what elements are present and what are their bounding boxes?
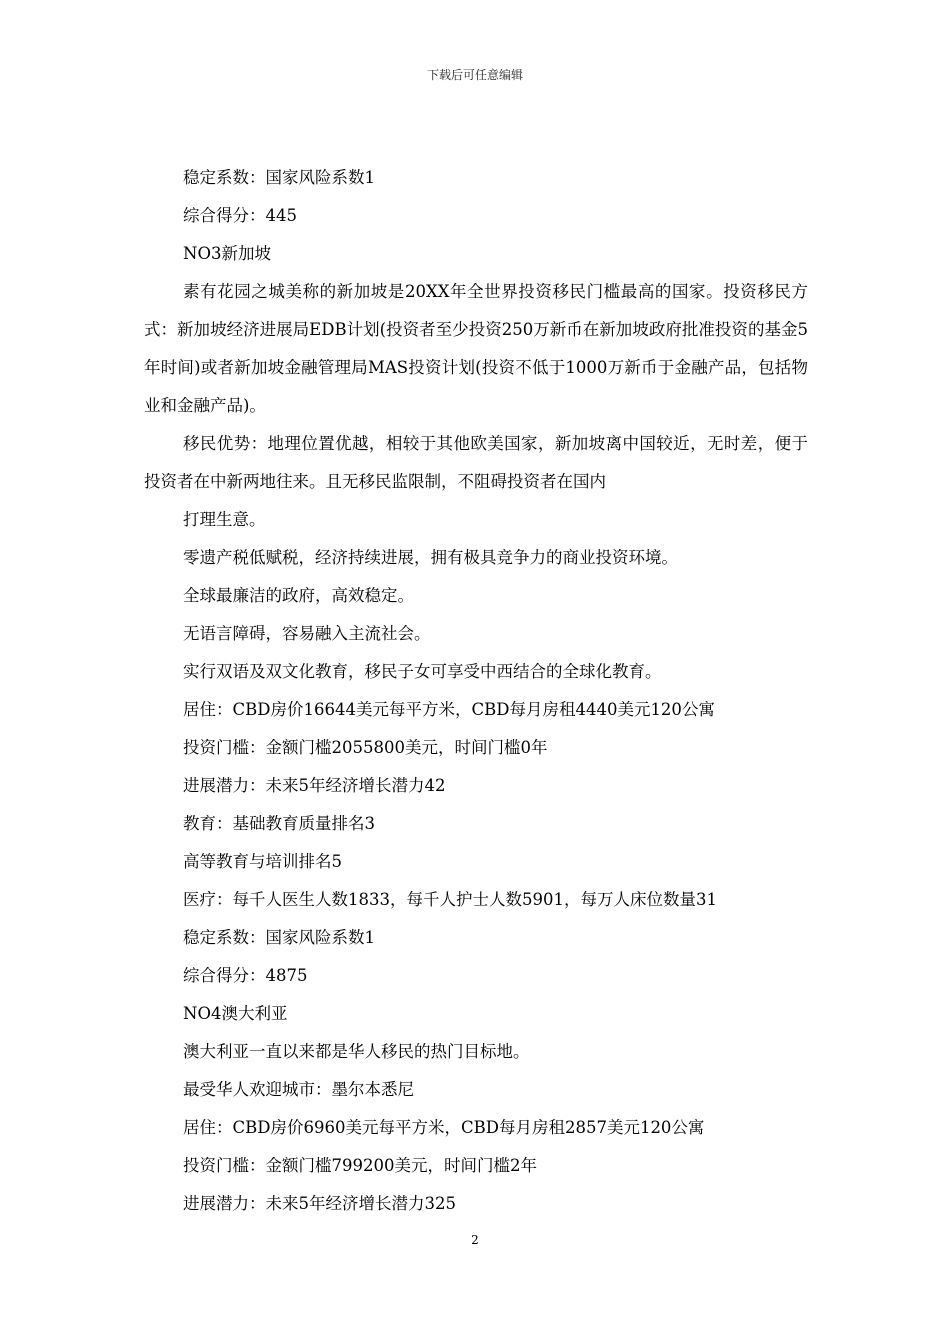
text-line: 全球最廉洁的政府，高效稳定。 [183,586,414,605]
text-line: 居住：CBD房价6960美元每平方米，CBD每月房租2857美元120公寓 [183,1118,705,1137]
page-header: 下载后可任意编辑 [426,68,523,82]
text-line: 综合得分：4875 [183,966,308,985]
text-line: 无语言障碍，容易融入主流社会。 [183,624,431,643]
text-line: 进展潜力：未来5年经济增长潜力325 [183,1194,456,1213]
text-line: 高等教育与培训排名5 [183,852,342,871]
page-number: 2 [471,1233,479,1247]
text-line: 澳大利亚一直以来都是华人移民的热门目标地。 [183,1042,530,1061]
text-line: 打理生意。 [183,510,266,529]
document-body [144,159,808,1223]
text-line: 进展潜力：未来5年经济增长潜力42 [183,776,446,795]
text-line: 实行双语及双文化教育，移民子女可享受中西结合的全球化教育。 [183,662,662,681]
text-line: 投资门槛：金额门槛2055800美元，时间门槛0年 [183,738,548,757]
text-line: 零遗产税低赋税，经济持续进展，拥有极具竞争力的商业投资环境。 [183,548,678,567]
section-heading: NO3新加坡 [183,244,271,263]
text-line: 最受华人欢迎城市：墨尔本悉尼 [183,1080,414,1099]
text-line: 居住：CBD房价16644美元每平方米，CBD每月房租4440美元120公寓 [183,700,715,719]
paragraph: 素有花园之城美称的新加坡是20XX年全世界投资移民门槛最高的国家。投资移民方式：新加坡经济进展局EDB计划(投资者至少投资250万新币在新加坡政府批准投资的基金5年时间)或者新加坡金融管理局MAS投资计划(投资不低于1000万新币于金融产品，包括物业和金融产品)。 [144,282,808,415]
text-line: 医疗：每千人医生人数1833，每千人护士人数5901，每万人床位数量31 [183,890,717,909]
text-line: 综合得分：445 [183,206,297,225]
text-line: 教育：基础教育质量排名3 [183,814,375,833]
text-line: 投资门槛：金额门槛799200美元，时间门槛2年 [183,1156,537,1175]
text-line: 稳定系数：国家风险系数1 [183,168,375,187]
text-line: 稳定系数：国家风险系数1 [183,928,375,947]
paragraph: 移民优势：地理位置优越，相较于其他欧美国家，新加坡离中国较近，无时差，便于投资者在中新两地往来。且无移民监限制，不阻碍投资者在国内 [144,434,808,491]
section-heading: NO4澳大利亚 [183,1004,288,1023]
